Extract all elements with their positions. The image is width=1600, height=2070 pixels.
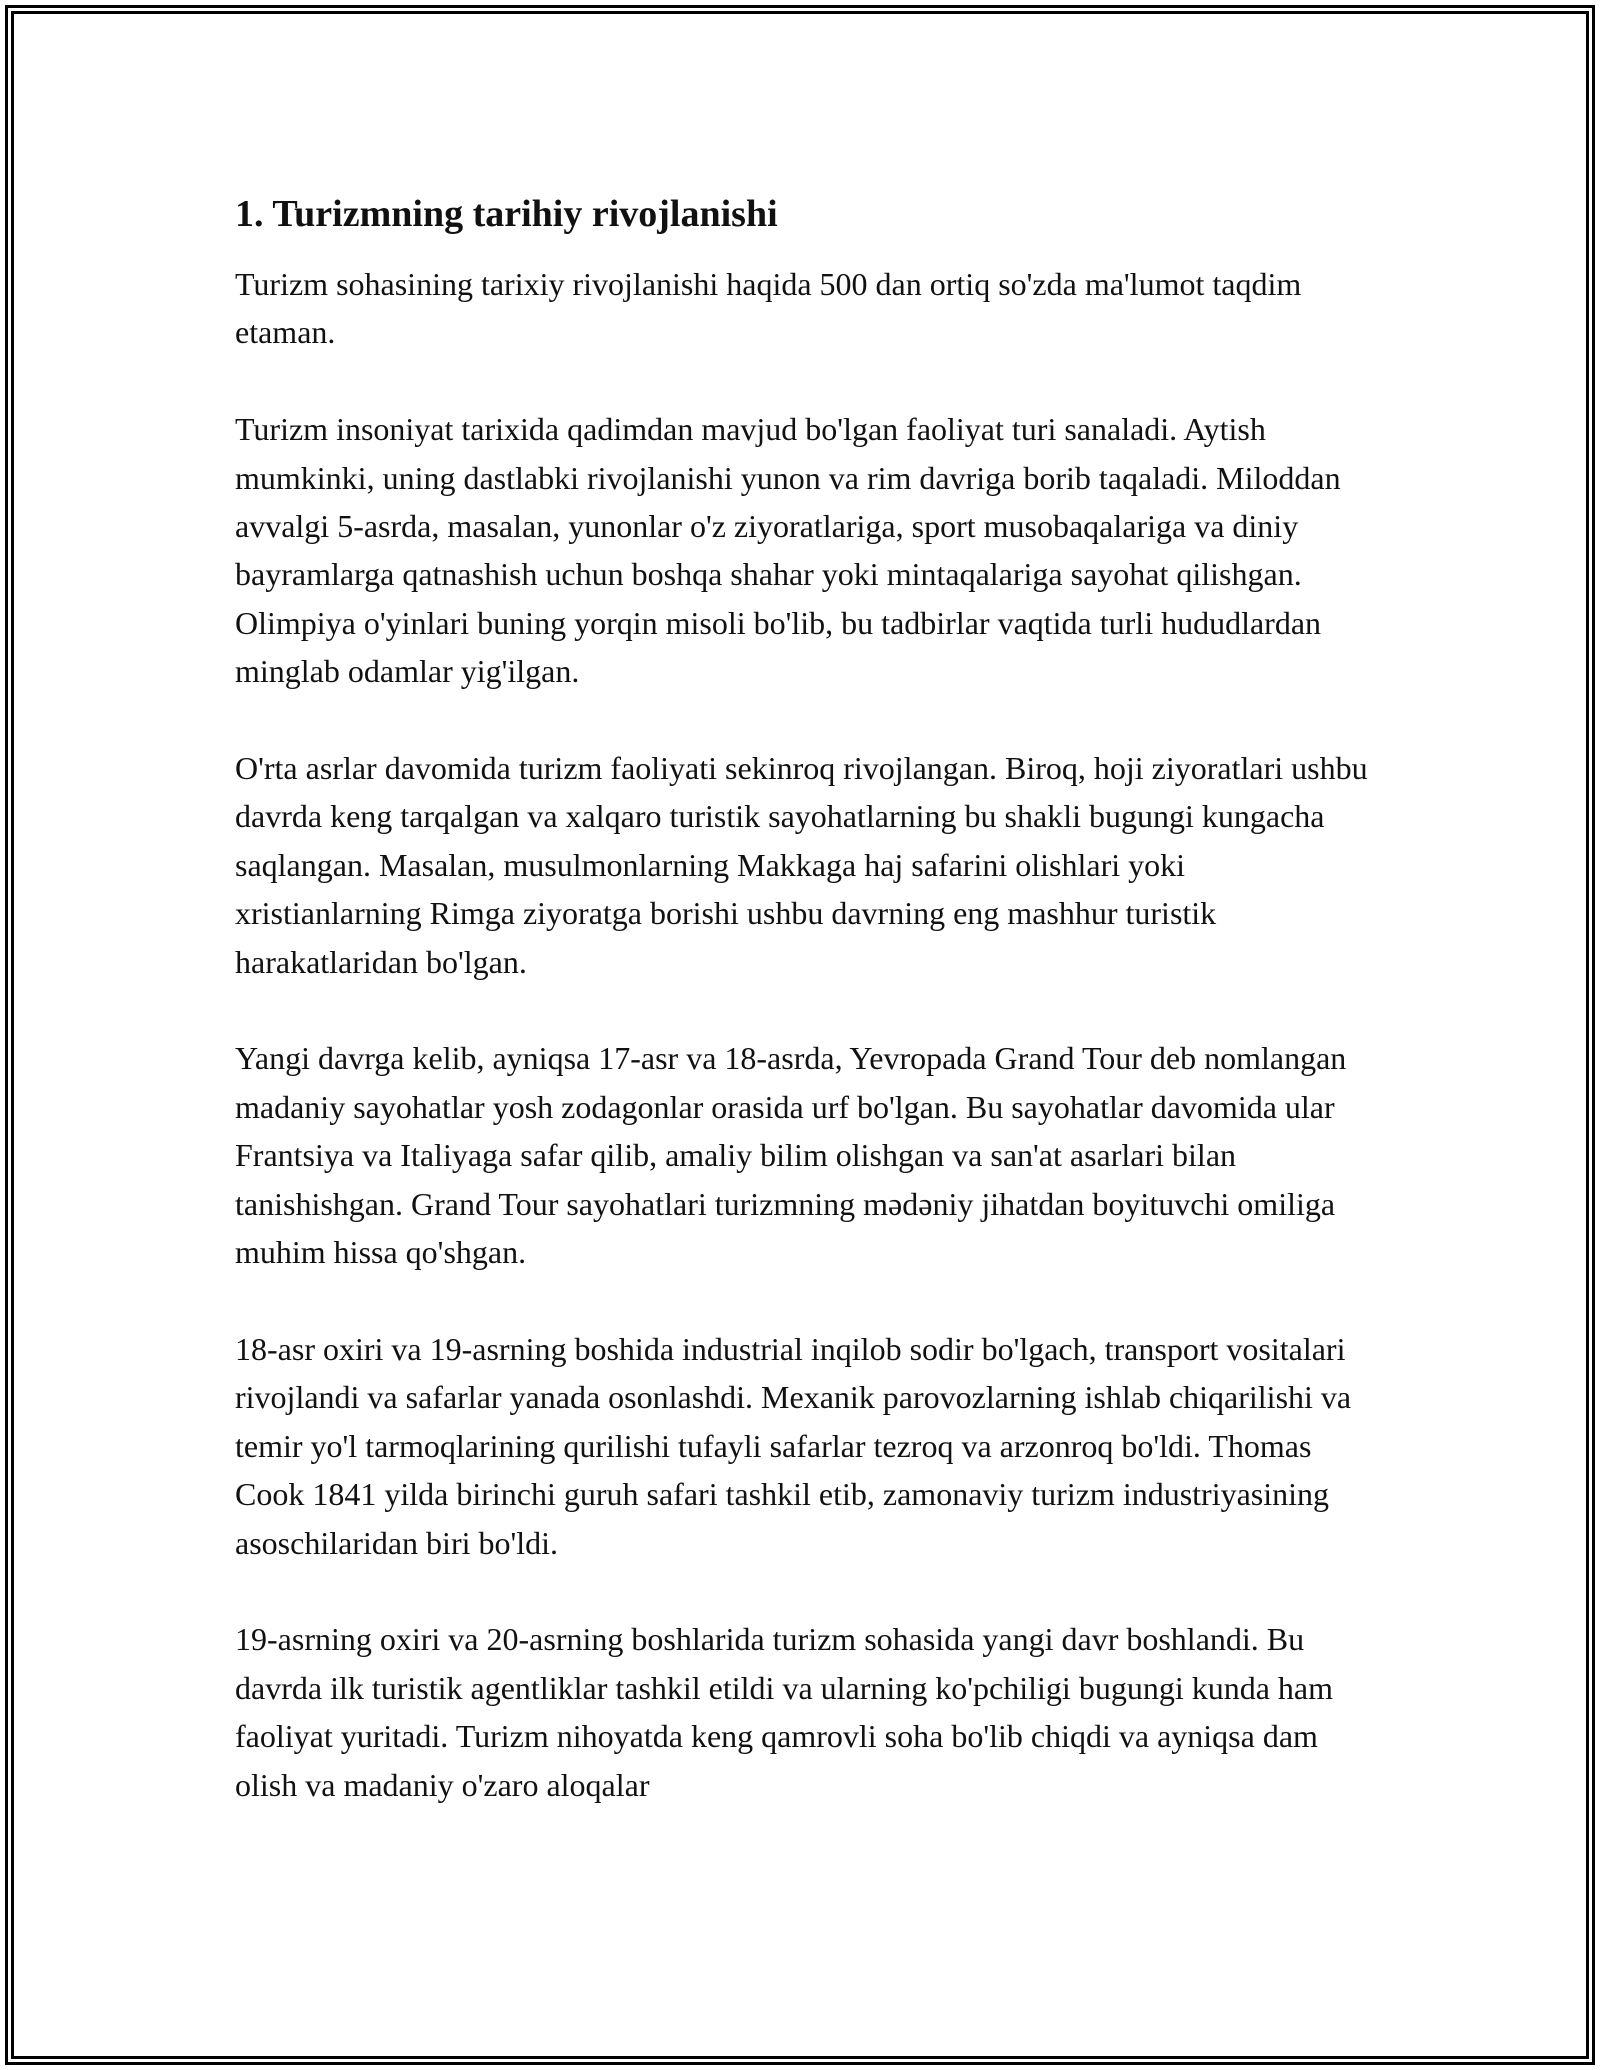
paragraph-intro: Turizm sohasining tarixiy rivojlanishi haqida 500 dan ortiq so'zda ma'lumot taqdim etaman. — [235, 266, 1302, 351]
paragraph-middle-ages: O'rta asrlar davomida turizm faoliyati sekinroq rivojlangan. Biroq, hoji ziyoratlari ushbu davrda keng tarqalgan va xalqaro turistik sayohatlarning bu shakli bugungi kungacha saqlangan. Masalan, musulmonlarning Makkaga haj safarini olishlari yoki xristianlarning Rimga ziyoratga borishi ushbu davrning eng mashhur turistik harakatlaridan bo'lgan. — [235, 750, 1368, 980]
paragraph-modern-era: 19-asrning oxiri va 20-asrning boshlarida turizm sohasida yangi davr boshlandi. Bu davrda ilk turistik agentliklar tashkil etildi va ularning ko'pchiligi bugungi kunda ham faoliyat yuritadi. Turizm nihoyatda keng qamrovli soha bo'lib chiqdi va ayniqsa dam olish va madaniy o'zaro aloqalar — [235, 1621, 1333, 1803]
paragraph-ancient-era: Turizm insoniyat tarixida qadimdan mavjud bo'lgan faoliyat turi sanaladi. Aytish mumkinki, uning dastlabki rivojlanishi yunon va rim davriga borib taqaladi. Miloddan avvalgi 5-asrda, masalan, yunonlar o'z ziyoratlariga, sport musobaqalariga va diniy bayramlarga qatnashish uchun boshqa shahar yoki mintaqalariga sayohat qilishgan. Olimpiya o'yinlari buning yorqin misoli bo'lib, bu tadbirlar vaqtida turli hududlardan minglab odamlar yig'ilgan. — [235, 411, 1341, 690]
paragraph-industrial-revolution: 18-asr oxiri va 19-asrning boshida industrial inqilob sodir bo'lgach, transport vositalari rivojlandi va safarlar yanada osonlashdi. Mexanik parovozlarning ishlab chiqarilishi va temir yo'l tarmoqlarining qurilishi tufayli safarlar tezroq va arzonroq bo'ldi. Thomas Cook 1841 yilda birinchi guruh safari tashkil etib, zamonaviy turizm industriyasining asoschilaridan biri bo'ldi. — [235, 1330, 1352, 1561]
paragraph-grand-tour: Yangi davrga kelib, ayniqsa 17-asr va 18-asrda, Yevropada Grand Tour deb nomlangan madaniy sayohatlar yosh zodagonlar orasida urf bo'lgan. Bu sayohatlar davomida ular Frantsiya va Italiyaga safar qilib, amaliy bilim olishgan va san'at asarlari bilan tanishishgan. Grand Tour sayohatlari turizmning mədəniy jihatdan boyituvchi omiliga muhim hissa qo'shgan. — [235, 1040, 1347, 1271]
section-heading: 1. Turizmning tarihiy rivojlanishi — [235, 193, 778, 235]
document-body — [235, 190, 1370, 1809]
